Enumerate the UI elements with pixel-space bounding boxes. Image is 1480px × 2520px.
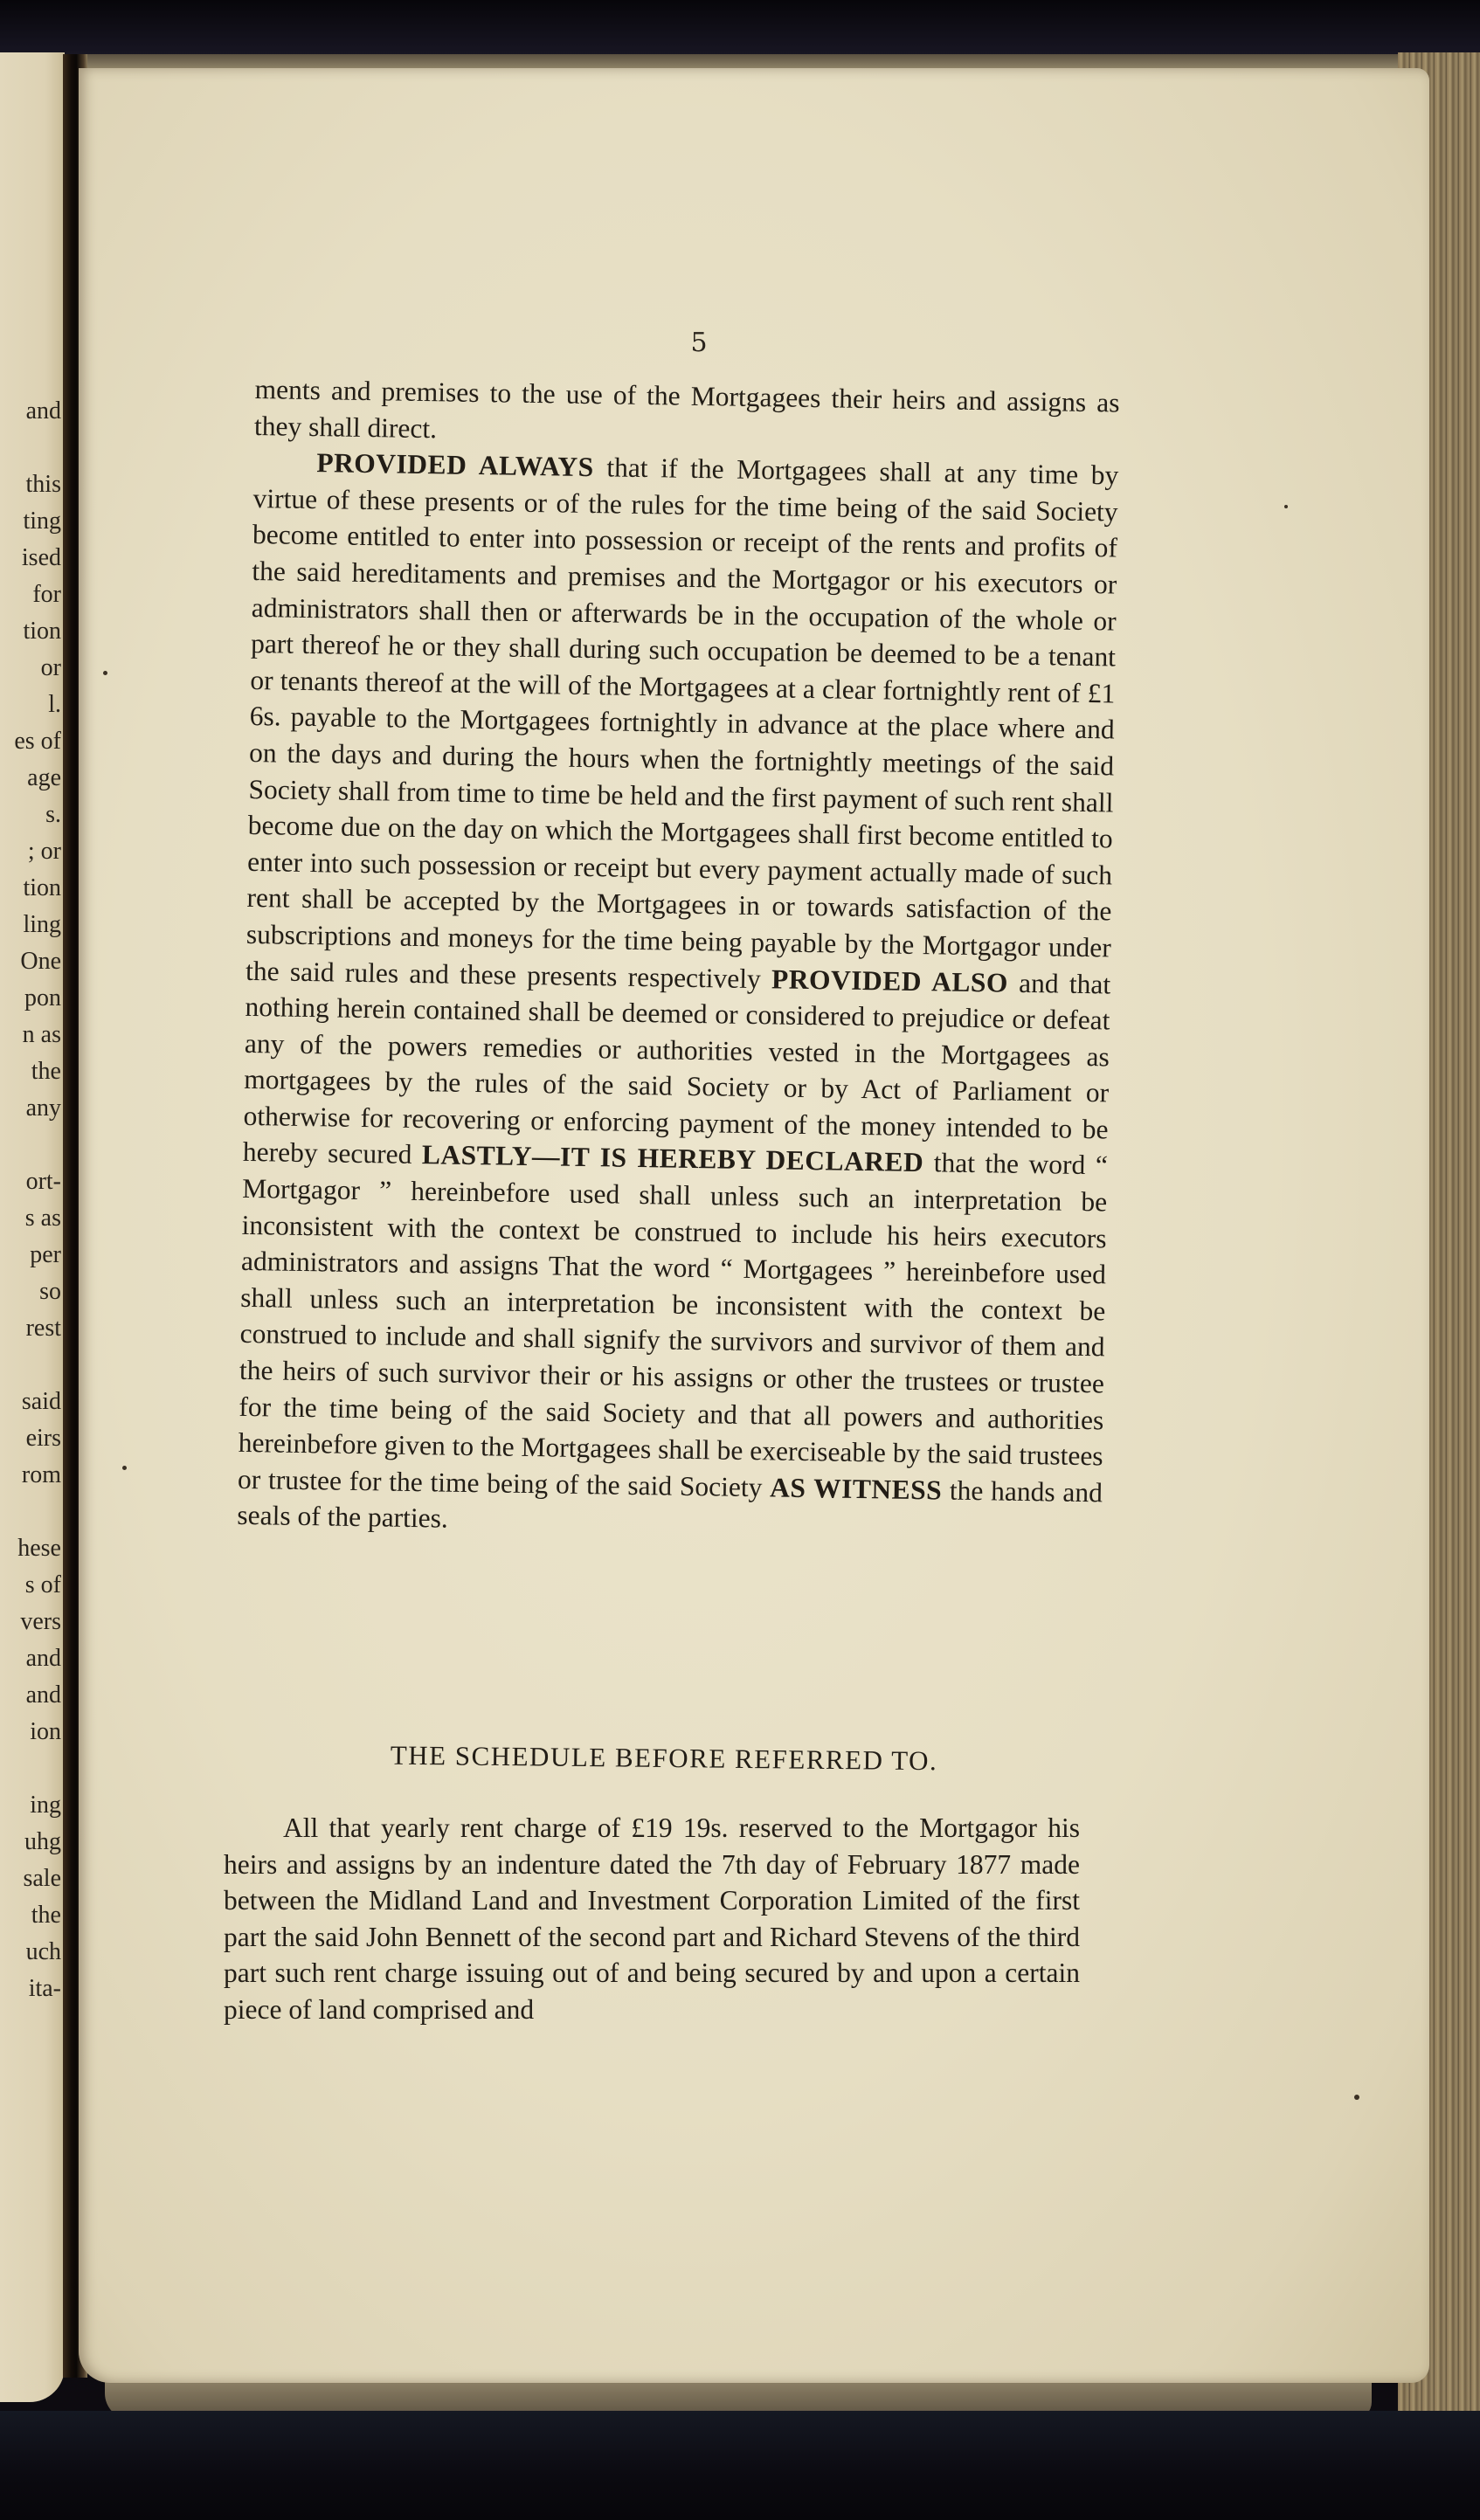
lastly-declared-heading: LASTLY—IT IS HEREBY DECLARED bbox=[421, 1139, 924, 1178]
previous-page-text-fragments bbox=[0, 393, 63, 2007]
previous-page-line-fragment: eirs bbox=[25, 1425, 61, 1452]
previous-page-line-fragment bbox=[0, 1750, 63, 1787]
previous-page-line-fragment: per bbox=[30, 1241, 61, 1268]
previous-page-line-fragment: uch bbox=[25, 1938, 61, 1965]
as-witness-heading: AS WITNESS bbox=[769, 1472, 943, 1506]
previous-page-line-fragment: age bbox=[27, 764, 61, 791]
previous-page-line-fragment: and bbox=[25, 397, 61, 425]
previous-page-line-fragment: said bbox=[21, 1388, 61, 1415]
previous-page-line-fragment: s as bbox=[24, 1205, 61, 1232]
previous-page-line-fragment: and bbox=[25, 1645, 61, 1672]
previous-page-line-fragment: s. bbox=[45, 801, 61, 828]
previous-page-line-fragment: vers bbox=[20, 1608, 61, 1635]
proviso-text-4: the hands and seals of the parties. bbox=[237, 1474, 1103, 1535]
proviso-paragraph bbox=[237, 444, 1118, 1547]
deed-body-text bbox=[237, 371, 1120, 1547]
proviso-text-1: that if the Mortgagees shall at any time by virtue of these presents or of the rules for the time being of the said Society become entitled to enter into possession or receipt of the rents and profits of the said hereditaments and premises and the Mortgagor or his executors or administrators shall then or afterwards be in the occupation of the whole or part thereof he or they shall during such occupation be deemed to be a tenant or tenants thereof at the will of the Mortgagees at a clear fortnightly rent of £1 6s. payable to the Mortgagees fortnightly in advance at the place where and on the days and during the hours when the fortnightly meetings of the said Society shall from time to time be held and the first payment of such rent shall become due on the day on which the Mortgagees shall first become entitled to enter into such possession or receipt but every payment actually made of such rent shall be accepted by the Mortgagees in or towards satisfaction of the subscriptions and moneys for the time being payable by the Mortgagor under the said rules and these presents respectively bbox=[245, 452, 1119, 994]
previous-page-line-fragment: uhg bbox=[24, 1828, 61, 1855]
previous-page-line-fragment: the bbox=[31, 1902, 61, 1929]
opening-paragraph: ments and premises to the use of the Mortgagees their heirs and assigns as they shall direct. bbox=[253, 373, 1120, 444]
previous-page-line-fragment: es of bbox=[14, 728, 61, 755]
previous-page-line-fragment: s of bbox=[24, 1571, 61, 1598]
previous-page-line-fragment: ting bbox=[23, 507, 61, 535]
paper-speck bbox=[122, 1466, 127, 1470]
previous-page-line-fragment: ion bbox=[30, 1718, 61, 1745]
previous-page-line-fragment: any bbox=[25, 1094, 61, 1122]
previous-page-line-fragment: One bbox=[20, 948, 61, 975]
previous-page-line-fragment: pon bbox=[24, 984, 61, 1011]
previous-page-line-fragment: ling bbox=[23, 911, 61, 938]
previous-page-line-fragment: rom bbox=[21, 1461, 61, 1488]
previous-page-line-fragment: hese bbox=[17, 1535, 61, 1562]
provided-also-heading: PROVIDED ALSO bbox=[771, 963, 1009, 998]
previous-page-line-fragment: the bbox=[31, 1058, 61, 1085]
previous-page-line-fragment bbox=[0, 1494, 63, 1530]
previous-page-line-fragment: tion bbox=[23, 618, 61, 645]
paper-speck bbox=[1284, 505, 1288, 508]
schedule-title: THE SCHEDULE BEFORE REFERRED TO. bbox=[390, 1739, 938, 1777]
paper-speck bbox=[103, 671, 107, 675]
provided-always-heading: PROVIDED ALWAYS bbox=[316, 447, 595, 483]
previous-page-line-fragment: or bbox=[40, 654, 61, 681]
proviso-text-3: that the word “ Mortgagor ” hereinbefore used shall unless such an interpretation be inconsistent with the context be construed to include his heirs executors administrators and assigns That the word “ Mortgagees ” hereinbefore used shall unless such an interpretation be inconsistent with the context be construed to include and shall signify the survivors and survivor of them and the heirs of such survivor their or his assigns or other the trustees or trustee for the time being of the said Society and that all powers and authorities hereinbefore given to the Mortgagees shall be exerciseable by the said trustees or trustee for the time being of the said Society bbox=[237, 1147, 1109, 1503]
previous-page-line-fragment: rest bbox=[25, 1315, 61, 1342]
schedule-paragraph: All that yearly rent charge of £19 19s. reserved to the Mortgagor his heirs and assigns by an indenture dated the 7th day of February 1877 made between the Midland Land and Investment Corporation Limited of the first part the said John Bennett of the second part and Richard Stevens of the third part such rent charge issuing out of and being secured by and upon a certain piece of land comprised and bbox=[224, 1812, 1080, 2025]
book-cover-bottom bbox=[0, 2411, 1480, 2520]
previous-page-line-fragment: sale bbox=[23, 1865, 61, 1892]
previous-page-line-fragment: ised bbox=[21, 544, 61, 571]
previous-page-line-fragment: ort- bbox=[25, 1168, 61, 1195]
previous-page-line-fragment: ita- bbox=[28, 1975, 61, 2002]
previous-page-line-fragment: ing bbox=[30, 1792, 61, 1819]
previous-page-line-fragment: this bbox=[25, 471, 61, 498]
previous-page-line-fragment: ; or bbox=[27, 838, 61, 865]
paper-speck bbox=[1354, 2095, 1359, 2100]
previous-page-line-fragment bbox=[0, 1347, 63, 1384]
previous-page-line-fragment bbox=[0, 1127, 63, 1163]
previous-page-line-fragment: and bbox=[25, 1681, 61, 1709]
previous-page-line-fragment: l. bbox=[48, 691, 61, 718]
proviso-text-2: and that nothing herein contained shall be deemed or considered to prejudice or defeat any of the powers remedies or authorities vested in the Mortgagees as mortgagees by the rules of the said Society or by Act of Parliament or otherwise for recovering or enforcing payment of the money intended to be hereby secured bbox=[242, 967, 1111, 1170]
previous-page-line-fragment: so bbox=[39, 1278, 61, 1305]
previous-page-line-fragment: n as bbox=[22, 1021, 61, 1048]
previous-page-line-fragment: for bbox=[32, 581, 61, 608]
previous-page bbox=[0, 52, 65, 2402]
previous-page-line-fragment bbox=[0, 430, 63, 466]
previous-page-line-fragment: tion bbox=[23, 874, 61, 901]
page-number: 5 bbox=[690, 328, 708, 358]
